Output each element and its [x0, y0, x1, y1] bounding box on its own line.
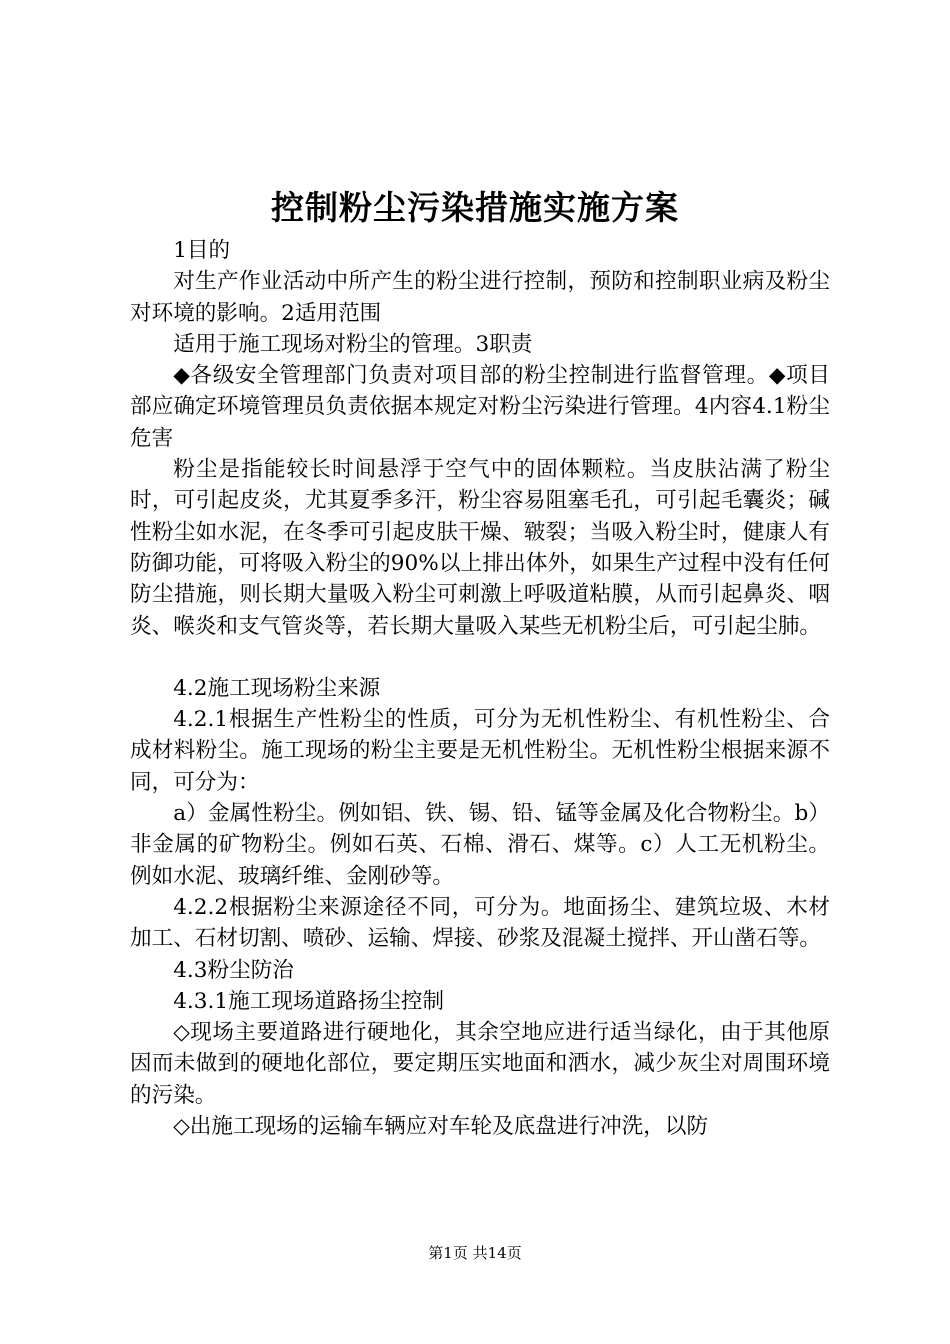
section-heading-purpose: 1目的 [173, 238, 231, 263]
document-body [130, 235, 830, 1142]
paragraph-dust-hazard: 粉尘是指能较长时间悬浮于空气中的固体颗粒。当皮肤沾满了粉尘时，可引起皮炎，尤其夏季多汗，粉尘容易阻塞毛孔，可引起毛囊炎；碱性粉尘如水泥，在冬季可引起皮肤干燥、皲裂；当吸入粉尘时，健康人有防御功能，可将吸入粉尘的90%以上排出体外，如果生产过程中没有任何防尘措施，则长期大量吸入粉尘可刺激上呼吸道粘膜，从而引起鼻炎、咽炎、喉炎和支气管炎等，若长期大量吸入某些无机粉尘后，可引起尘肺。 [130, 457, 830, 639]
paragraph-dust-classification: 4.2.1根据生产性粉尘的性质，可分为无机性粉尘、有机性粉尘、合成材料粉尘。施工现场的粉尘主要是无机性粉尘。无机性粉尘根据来源不同，可分为： [130, 707, 830, 795]
paragraph-purpose: 对生产作业活动中所产生的粉尘进行控制，预防和控制职业病及粉尘对环境的影响。2适用范围 [130, 269, 830, 326]
paragraph-responsibility: ◆各级安全管理部门负责对项目部的粉尘控制进行监督管理。◆项目部应确定环境管理员负责依据本规定对粉尘污染进行管理。4内容4.1粉尘危害 [130, 363, 830, 451]
paragraph-road-hardening: ◇现场主要道路进行硬地化，其余空地应进行适当绿化，由于其他原因而未做到的硬地化部位，要定期压实地面和洒水，减少灰尘对周围环境的污染。 [130, 1020, 830, 1108]
paragraph-vehicle-washing: ◇出施工现场的运输车辆应对车轮及底盘进行冲洗，以防 [173, 1114, 709, 1140]
paragraph-dust-types: a）金属性粉尘。例如铝、铁、锡、铅、锰等金属及化合物粉尘。b）非金属的矿物粉尘。例如石英、石棉、滑石、煤等。c）人工无机粉尘。例如水泥、玻璃纤维、金刚砂等。 [130, 801, 830, 889]
section-heading-road-dust: 4.3.1施工现场道路扬尘控制 [173, 988, 445, 1014]
paragraph-dust-sources: 4.2.2根据粉尘来源途径不同，可分为。地面扬尘、建筑垃圾、木材加工、石材切割、喷砂、运输、焊接、砂浆及混凝土搅拌、开山凿石等。 [130, 894, 830, 952]
page-number-footer: 第1页 共14页 [428, 1244, 522, 1262]
section-heading-dust-source: 4.2施工现场粉尘来源 [173, 675, 381, 701]
document-title: 控制粉尘污染措施实施方案 [271, 188, 679, 227]
paragraph-scope: 适用于施工现场对粉尘的管理。3职责 [173, 331, 533, 357]
section-heading-dust-control: 4.3粉尘防治 [173, 957, 294, 983]
